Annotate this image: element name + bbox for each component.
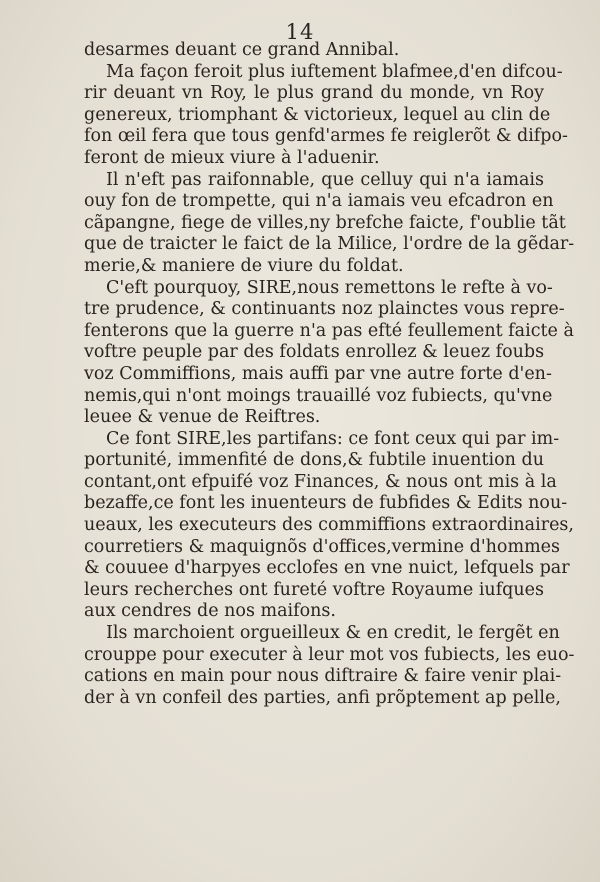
text-line: rir deuant vn Roy, le plus grand du monde, vn Roy	[84, 83, 544, 104]
text-line: que de traicter le faict de la Milice, l'ordre de la gẽdar-	[84, 234, 575, 255]
text-line: tre prudence, & continuants noz plainctes vous repre-	[84, 299, 565, 320]
text-line: portunité, immenfité de dons,& fubtile inuention du	[84, 450, 544, 471]
text-line: aux cendres de nos maifons.	[84, 601, 336, 622]
text-line: Ils marchoient orgueilleux & en credit, le fergẽt en	[106, 623, 560, 644]
text-line: cãpangne, fiege de villes,ny brefche faicte, f'oublie tãt	[84, 212, 566, 233]
text-line: der à vn confeil des parties, anfi prõptement ap pelle,	[84, 687, 561, 708]
text-line: ouy fon de trompette, qui n'a iamais veu efcadron en	[84, 191, 554, 212]
paragraph	[84, 61, 568, 170]
text-line: Il n'eft pas raifonnable, que celluy qui n'a iamais	[106, 169, 544, 190]
paragraph	[84, 169, 575, 278]
text-line: Ce font SIRE,les partifans: ce font ceux qui par im-	[106, 428, 560, 449]
text-line: bezaffe,ce font les inuenteurs de fubfides & Edits nou-	[84, 493, 568, 514]
paragraph	[84, 428, 574, 623]
paragraph	[84, 277, 574, 429]
page-number: 14	[285, 20, 315, 44]
text-line: feront de mieux viure à l'aduenir.	[84, 147, 380, 168]
text-line: ueaux, les executeurs des commiffions extraordinaires,	[84, 515, 574, 536]
text-line: desarmes deuant ce grand Annibal.	[84, 40, 400, 60]
text-line: contant,ont efpuifé voz Finances, & nous ont mis à la	[84, 471, 557, 492]
body-text	[84, 40, 575, 709]
text-line: voftre peuple par des foldats enrollez & leuez foubs	[84, 342, 545, 363]
text-line: merie,& maniere de viure du foldat.	[84, 255, 404, 276]
text-line: leuee & venue de Reiftres.	[84, 407, 321, 428]
text-line: Ma façon feroit plus iuftement blafmee,d'en difcou-	[106, 61, 563, 82]
text-line: courretiers & maquignõs d'offices,vermine d'hommes	[84, 536, 560, 557]
text-line: & couuee d'harpyes ecclofes en vne nuict, lefquels par	[84, 558, 570, 579]
text-line: fenterons que la guerre n'a pas efté feullement faicte à	[84, 320, 574, 341]
paragraph	[84, 40, 544, 62]
text-line: cations en main pour nous diftraire & faire venir plai-	[84, 666, 562, 687]
text-line: voz Commiffions, mais auffi par vne autre forte d'en-	[84, 363, 552, 384]
paragraph	[84, 623, 575, 709]
text-line: nemis,qui n'ont moings trauaillé voz fubiects, qu'vne	[84, 385, 553, 406]
text-line: crouppe pour executer à leur mot vos fubiects, les euo-	[84, 644, 575, 665]
text-line: leurs recherches ont fureté voftre Royaume iufques	[84, 579, 544, 600]
text-line: fon œil fera que tous genfd'armes fe reiglerõt & difpo-	[84, 126, 568, 147]
text-line: genereux, triomphant & victorieux, lequel au clin de	[84, 104, 551, 125]
text-line: C'eft pourquoy, SIRE,nous remettons le refte à vo-	[106, 277, 553, 298]
